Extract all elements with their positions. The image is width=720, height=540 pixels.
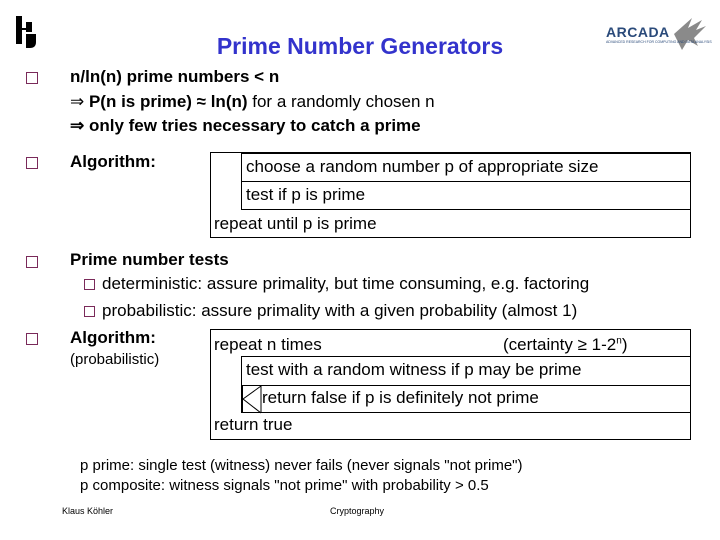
- logo-text: ARCADA: [606, 24, 670, 40]
- footer-author: Klaus Köhler: [62, 506, 114, 516]
- certainty-text: (certainty ≥ 1-2: [503, 335, 617, 354]
- logo-tagline: ADVANCED RESEARCH FOR COMPUTING AND DATA ANALYSIS: [606, 40, 712, 44]
- algorithm2-row2: test with a random witness if p may be prime: [246, 360, 582, 379]
- section1-line3-text: only few tries necessary to catch a prime: [88, 116, 421, 135]
- section1-line3: [70, 116, 421, 136]
- sub-bullet-icon: [84, 306, 95, 317]
- certainty-close: ): [621, 335, 628, 354]
- branch-icon: [243, 386, 263, 413]
- algorithm1-label: Algorithm:: [70, 152, 156, 171]
- algorithm1-row3: repeat until p is prime: [214, 214, 377, 233]
- algorithm1-row2: test if p is prime: [246, 185, 366, 204]
- note-line1: p prime: single test (witness) never fails (never signals "not prime"): [80, 457, 523, 474]
- algorithm2-label: Algorithm:: [70, 328, 156, 347]
- algorithm2-row3: return false if p is definitely not prime: [262, 388, 539, 407]
- certainty-exponent: n: [616, 335, 622, 347]
- footer-course: Cryptography: [330, 506, 385, 516]
- tests-item1: deterministic: assure primality, but time consuming, e.g. factoring: [102, 274, 590, 293]
- section1-line2-bold: P(n is prime) ≈ ln(n): [88, 92, 248, 111]
- section1-line1: n/ln(n) prime numbers < n: [70, 67, 280, 86]
- implies-icon: ⇒: [70, 116, 89, 135]
- section1-line2-rest: for a randomly chosen n: [247, 92, 435, 111]
- implies-icon: ⇒: [70, 92, 89, 111]
- note-line2: p composite: witness signals "not prime" with probability > 0.5: [80, 477, 489, 494]
- algorithm2-row1: repeat n times: [214, 335, 322, 354]
- algorithm2-row4: return true: [214, 415, 293, 434]
- section1-line2: [70, 92, 435, 112]
- algorithm2-certainty: [503, 335, 628, 355]
- slide-title: Prime Number Generators: [216, 33, 504, 59]
- bullet-icon: [26, 72, 38, 84]
- bullet-icon: [26, 256, 38, 268]
- tests-item2: probabilistic: assure primality with a given probability (almost 1): [102, 301, 578, 320]
- bullet-icon: [26, 157, 38, 169]
- tests-heading: Prime number tests: [70, 250, 229, 269]
- algorithm1-row1: choose a random number p of appropriate size: [246, 157, 599, 176]
- sub-bullet-icon: [84, 279, 95, 290]
- bullet-icon: [26, 333, 38, 345]
- algorithm2-sublabel: (probabilistic): [70, 351, 160, 368]
